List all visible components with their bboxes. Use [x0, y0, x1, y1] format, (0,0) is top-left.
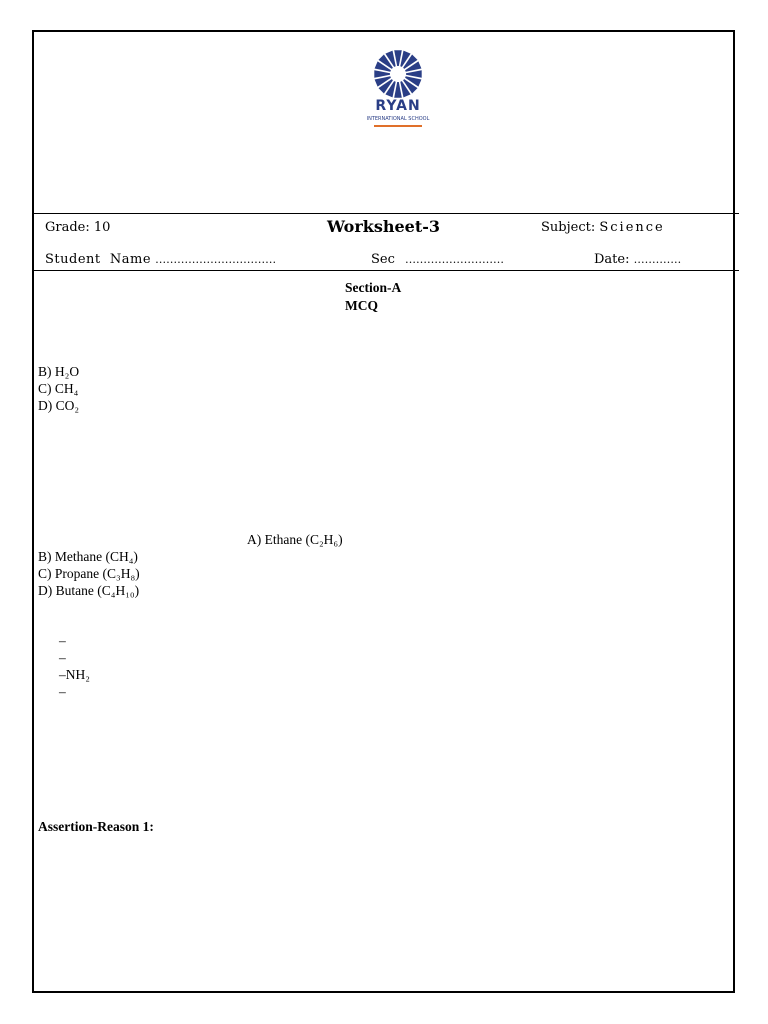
logo-underline: [374, 125, 422, 127]
subject-value: Science: [599, 220, 665, 235]
section-field: [371, 252, 504, 267]
sunburst-icon: [358, 48, 438, 98]
q2-option-a: A) Ethane (C₂H₆): [247, 532, 343, 547]
school-logo: [358, 48, 438, 132]
date-field: [594, 252, 681, 267]
q3-option-4: –: [59, 684, 66, 699]
section-subheading: MCQ: [345, 298, 378, 313]
student-name-blank: ……………………………: [155, 253, 277, 266]
page-border: [32, 30, 735, 993]
sec-label: Sec: [371, 252, 395, 267]
q2-option-c: C) Propane (C₃H₈): [38, 566, 140, 581]
worksheet-title: Worksheet-3: [327, 217, 441, 236]
q2-option-d: D) Butane (C₄H₁₀): [38, 583, 140, 598]
q3-option-3: –NH₂: [59, 667, 90, 682]
date-blank: ………….: [633, 253, 682, 266]
sec-blank: ………………………: [405, 253, 505, 266]
q1-option-b: B) H₂O: [38, 364, 80, 379]
logo-name: RYAN: [375, 98, 421, 114]
student-name-field: [45, 252, 276, 267]
logo-ray: [374, 70, 390, 78]
subject-label: Subject:: [541, 220, 596, 235]
assertion-reason-heading: Assertion-Reason 1:: [38, 819, 154, 834]
q3-option-2: –: [59, 650, 66, 665]
logo-ray: [406, 70, 422, 78]
q2-option-b: B) Methane (CH₄): [38, 549, 138, 564]
date-label: Date:: [594, 252, 630, 267]
header-bottom-rule: [32, 270, 739, 271]
student-name-label: Student Name: [45, 252, 152, 267]
q1-option-d: D) CO₂: [38, 398, 80, 413]
q1-option-c: C) CH₄: [38, 381, 79, 396]
q3-option-1: –: [59, 633, 66, 648]
header-top-rule: [32, 213, 739, 214]
logo-ray: [394, 82, 402, 98]
logo-ray: [394, 50, 402, 66]
section-heading: Section-A: [345, 280, 402, 295]
logo-subtitle: INTERNATIONAL SCHOOL: [366, 116, 430, 122]
subject-field: [541, 220, 665, 235]
grade-label: Grade: 10: [45, 220, 111, 235]
